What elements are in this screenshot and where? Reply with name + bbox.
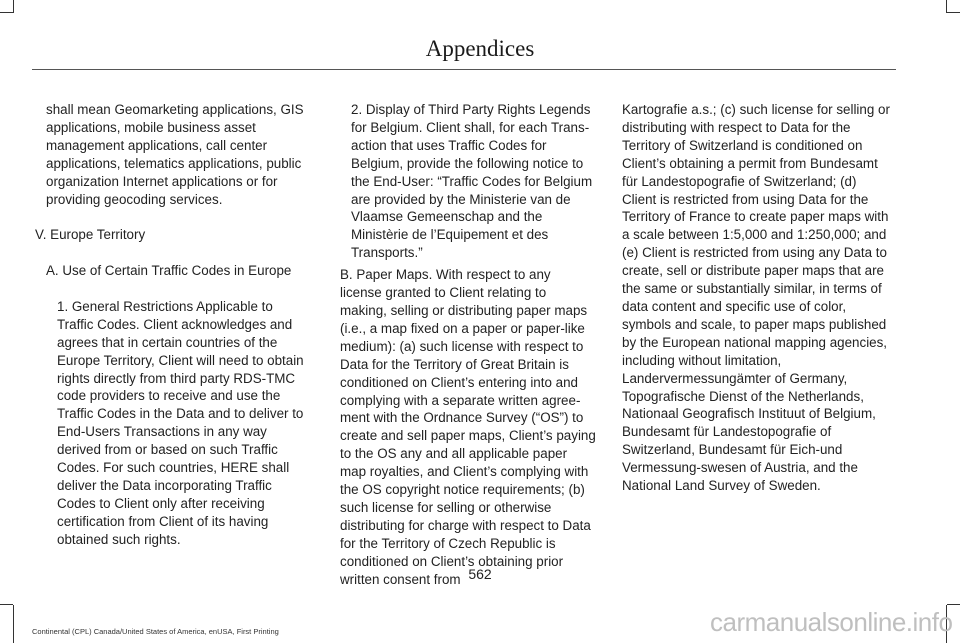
watermark: carmanualsonline.info xyxy=(710,607,953,637)
paragraph: 1. General Restrictions Applicable to Traffic Codes. Client acknowledges and agrees that in certain countries of the Europe Territory, Client will need to obtain rights directly from third party RDS-TMC code providers to receive and use the Traffic Codes in the Data and to deliver to End-Users Transactions in any way derived from or based on such Traffic Codes. For such countries, HERE shall deliver the Data incorporating Traffic Codes to Client only after receiving certification from Client of its having obtained such rights. xyxy=(57,298,304,547)
header-divider xyxy=(32,69,896,70)
paragraph: shall mean Geomarketing applications, GIS applications, mobile business asset management applications, call center applications, telematics applications, public organization Internet applications or for providing geocoding services. xyxy=(46,102,304,207)
crop-mark-top-right-h xyxy=(947,12,960,13)
edition-footer: Continental (CPL) Canada/United States of America, enUSA, First Printing xyxy=(32,627,279,636)
paragraph: Kartografie a.s.; (c) such license for selling or distributing with respect to Data for the Territory of Switzerland is conditioned on Client’s obtaining a permit from Bundesamt für Landestopografie of Switzerland; (d) Client is restricted from using Data for the Territory of France to create paper maps with a scale between 1:5,000 and 1:250,000; and (e) Client is restricted from using any Data to create, sell or distribute paper maps that are the same or substantially similar, in terms of data content and specific use of color, symbols and scale, to paper maps published by the European national mapping agencies, including without limitation, Landervermessungämter of Germany, Topografische Dienst of the Netherlands, Nationaal Geografisch Instituut of Belgium, Bundesamt für Landestopografie of Switzerland, Bundesamt für Eich-und Vermessung-swesen of Austria, and the National Land Survey of Sweden. xyxy=(622,102,890,494)
page-title: Appendices xyxy=(425,36,535,61)
section-heading: V. Europe Territory xyxy=(35,227,146,243)
crop-mark-bottom-left-v xyxy=(13,605,14,643)
crop-mark-bottom-right-h xyxy=(947,604,960,605)
column-left xyxy=(35,101,308,549)
paragraph: 2. Display of Third Party Rights Legends for Belgium. Client shall, for each Trans-action that uses Traffic Codes for Belgium, provide the following notice to the End-User: “Traffic Codes for Belgium are provided by the Ministerie van de Vlaamse Gemeenschap and the Ministèrie de l’Equipement et des Transports.” xyxy=(351,102,593,261)
crop-mark-top-left-v xyxy=(13,0,14,13)
crop-mark-top-left-h xyxy=(0,12,13,13)
subsection-heading: A. Use of Certain Traffic Codes in Europe xyxy=(46,263,292,279)
crop-mark-bottom-left-h xyxy=(0,604,13,605)
page-number: 562 xyxy=(468,566,492,582)
paragraph: B. Paper Maps. With respect to any license granted to Client relating to making, selling or distributing paper maps (i.e., a map fixed on a paper or paper-like medium): (a) such license with respect to Data for the Territory of Great Britain is conditioned on Client’s entering into and complying with a separate written agree-ment with the Ordnance Survey (“OS”) to create and sell paper maps, Client’s paying to the OS any and all applicable paper map royalties, and Client’s complying with the OS copyright notice requirements; (b) such license for selling or otherwise distributing for charge with respect to Data for the Territory of Czech Republic is conditioned on Client’s obtaining prior written consent from xyxy=(340,267,596,587)
column-middle xyxy=(340,101,596,588)
column-right xyxy=(622,101,890,495)
